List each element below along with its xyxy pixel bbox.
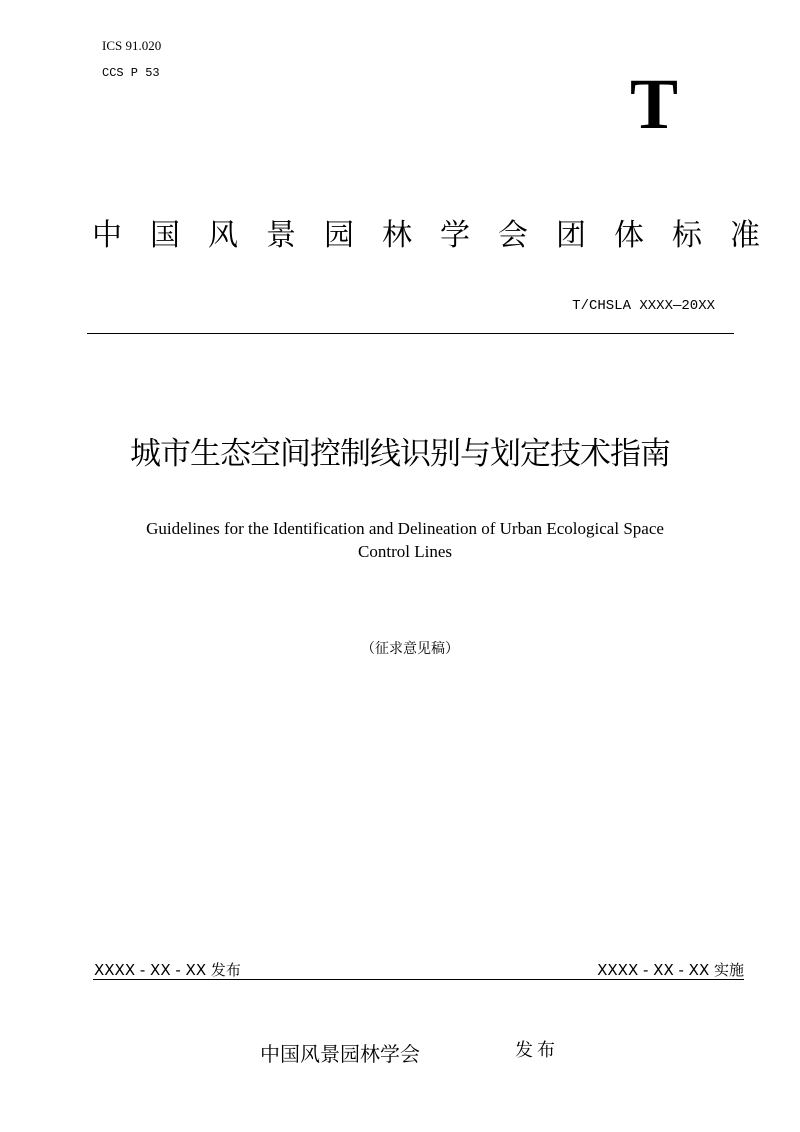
issue-label: 发布 (515, 1040, 559, 1061)
implement-date: XXXX - XX - XX 实施 (597, 961, 744, 979)
publish-date: XXXX - XX - XX 发布 (94, 961, 241, 979)
ccs-code: CCS P 53 (102, 66, 160, 80)
divider (93, 979, 744, 980)
ics-code: ICS 91.020 (102, 38, 162, 53)
title-en-line1: Guidelines for the Identification and Delineation of Urban Ecological Space (146, 519, 664, 538)
document-title-cn: 城市生态空间控制线识别与划定技术指南 (130, 436, 670, 472)
publisher: 中国风景园林学会 (260, 1042, 420, 1066)
divider (87, 333, 734, 334)
standard-code: T/CHSLA XXXX—20XX (572, 298, 715, 314)
org-standard-heading: 中国风景园林学会团体标准 (92, 218, 788, 253)
document-title-en (0, 517, 800, 563)
standard-type-mark: T (630, 64, 679, 144)
draft-note: （征求意见稿） (361, 642, 459, 657)
title-en-line2: Control Lines (358, 542, 452, 561)
